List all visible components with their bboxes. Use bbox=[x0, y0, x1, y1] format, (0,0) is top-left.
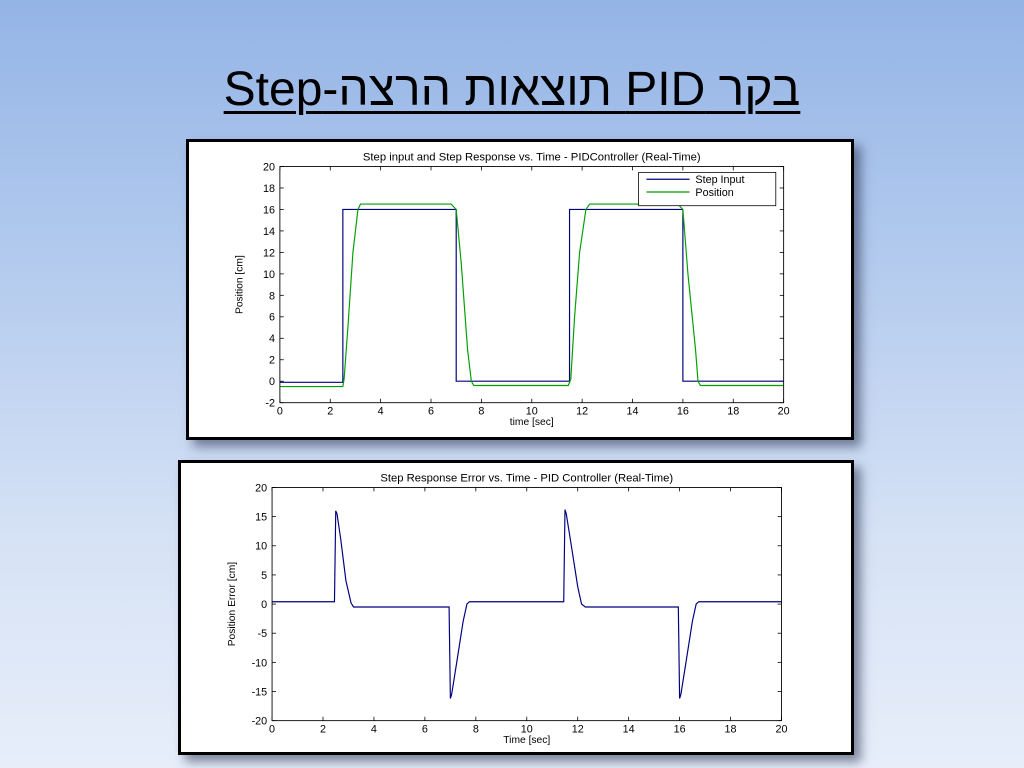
chart-2-series-line-1 bbox=[272, 510, 781, 699]
chart-2-ytick-label: -10 bbox=[251, 657, 268, 670]
chart-2-plot-frame bbox=[272, 487, 781, 720]
chart-1-ytick-label: 12 bbox=[262, 247, 275, 260]
chart-1-xtick-label: 12 bbox=[576, 405, 589, 418]
chart-1-series-line-position bbox=[280, 204, 784, 387]
chart-1-ytick-label: 16 bbox=[262, 204, 275, 217]
chart-2-xtick-label: 2 bbox=[320, 723, 327, 736]
chart-2-ytick-label: -20 bbox=[251, 715, 268, 728]
chart-1-legend-label: Step Input bbox=[695, 174, 745, 187]
chart-2-ytick-label: -15 bbox=[251, 686, 268, 699]
chart-1-ytick-label: 6 bbox=[268, 311, 275, 324]
chart-2-ylabel: Position Error [cm] bbox=[226, 561, 238, 647]
chart-2-title: Step Response Error vs. Time - PID Controller (Real-Time) bbox=[380, 472, 674, 485]
chart-2-ytick-label: 15 bbox=[255, 511, 268, 524]
chart-1-xtick-label: 8 bbox=[478, 405, 485, 418]
chart-1-ytick-label: -2 bbox=[265, 397, 275, 410]
chart-2-xtick-label: 4 bbox=[370, 723, 377, 736]
chart-1-ytick-label: 14 bbox=[262, 225, 275, 238]
chart-1-xtick-label: 20 bbox=[777, 405, 790, 418]
chart-2-ytick-label: -5 bbox=[257, 628, 268, 641]
chart-1-xtick-label: 4 bbox=[377, 405, 384, 418]
chart-1-xtick-label: 18 bbox=[727, 405, 740, 418]
chart-2-ytick-label: 5 bbox=[261, 569, 268, 582]
chart-1-ytick-label: 2 bbox=[268, 354, 275, 367]
chart-2-xtick-label: 10 bbox=[520, 723, 533, 736]
chart-1-title: Step input and Step Response vs. Time - PIDController (Real-Time) bbox=[362, 151, 701, 164]
chart-2-ytick-label: 0 bbox=[261, 598, 268, 611]
chart-1-xtick-label: 6 bbox=[428, 405, 435, 418]
chart-2-ytick-label: 10 bbox=[255, 540, 268, 553]
chart-1-ytick-label: 10 bbox=[262, 268, 275, 281]
step-response-figure bbox=[186, 139, 854, 440]
chart-1-legend-label: Position bbox=[695, 186, 734, 199]
chart-2-xtick-label: 20 bbox=[775, 723, 788, 736]
chart-2-xlabel: Time [sec] bbox=[503, 735, 551, 747]
error-chart bbox=[181, 463, 851, 752]
chart-1-ytick-label: 0 bbox=[268, 376, 275, 389]
chart-1-xtick-label: 14 bbox=[626, 405, 639, 418]
chart-2-xtick-label: 12 bbox=[571, 723, 584, 736]
chart-1-xtick-label: 0 bbox=[276, 405, 283, 418]
chart-2-xtick-label: 6 bbox=[421, 723, 428, 736]
chart-2-xtick-label: 14 bbox=[622, 723, 635, 736]
error-figure bbox=[178, 460, 854, 755]
chart-1-ylabel: Position [cm] bbox=[234, 255, 246, 315]
chart-1-xlabel: time [sec] bbox=[509, 417, 554, 429]
chart-2-xtick-label: 8 bbox=[472, 723, 479, 736]
chart-2-ytick-label: 20 bbox=[255, 482, 268, 495]
step-response-chart bbox=[189, 142, 851, 437]
chart-2-xtick-label: 18 bbox=[724, 723, 737, 736]
chart-1-xtick-label: 2 bbox=[327, 405, 334, 418]
slide-title bbox=[0, 62, 1024, 117]
chart-1-xtick-label: 10 bbox=[525, 405, 538, 418]
chart-2-xtick-label: 16 bbox=[673, 723, 686, 736]
chart-1-ytick-label: 20 bbox=[262, 161, 275, 174]
chart-1-ytick-label: 8 bbox=[268, 290, 275, 303]
chart-1-xtick-label: 16 bbox=[676, 405, 689, 418]
chart-1-ytick-label: 4 bbox=[268, 333, 275, 346]
slide-title-text: בקר PID תוצאות הרצה-Step bbox=[223, 63, 801, 116]
chart-1-ytick-label: 18 bbox=[262, 182, 275, 195]
chart-2-xtick-label: 0 bbox=[269, 723, 276, 736]
